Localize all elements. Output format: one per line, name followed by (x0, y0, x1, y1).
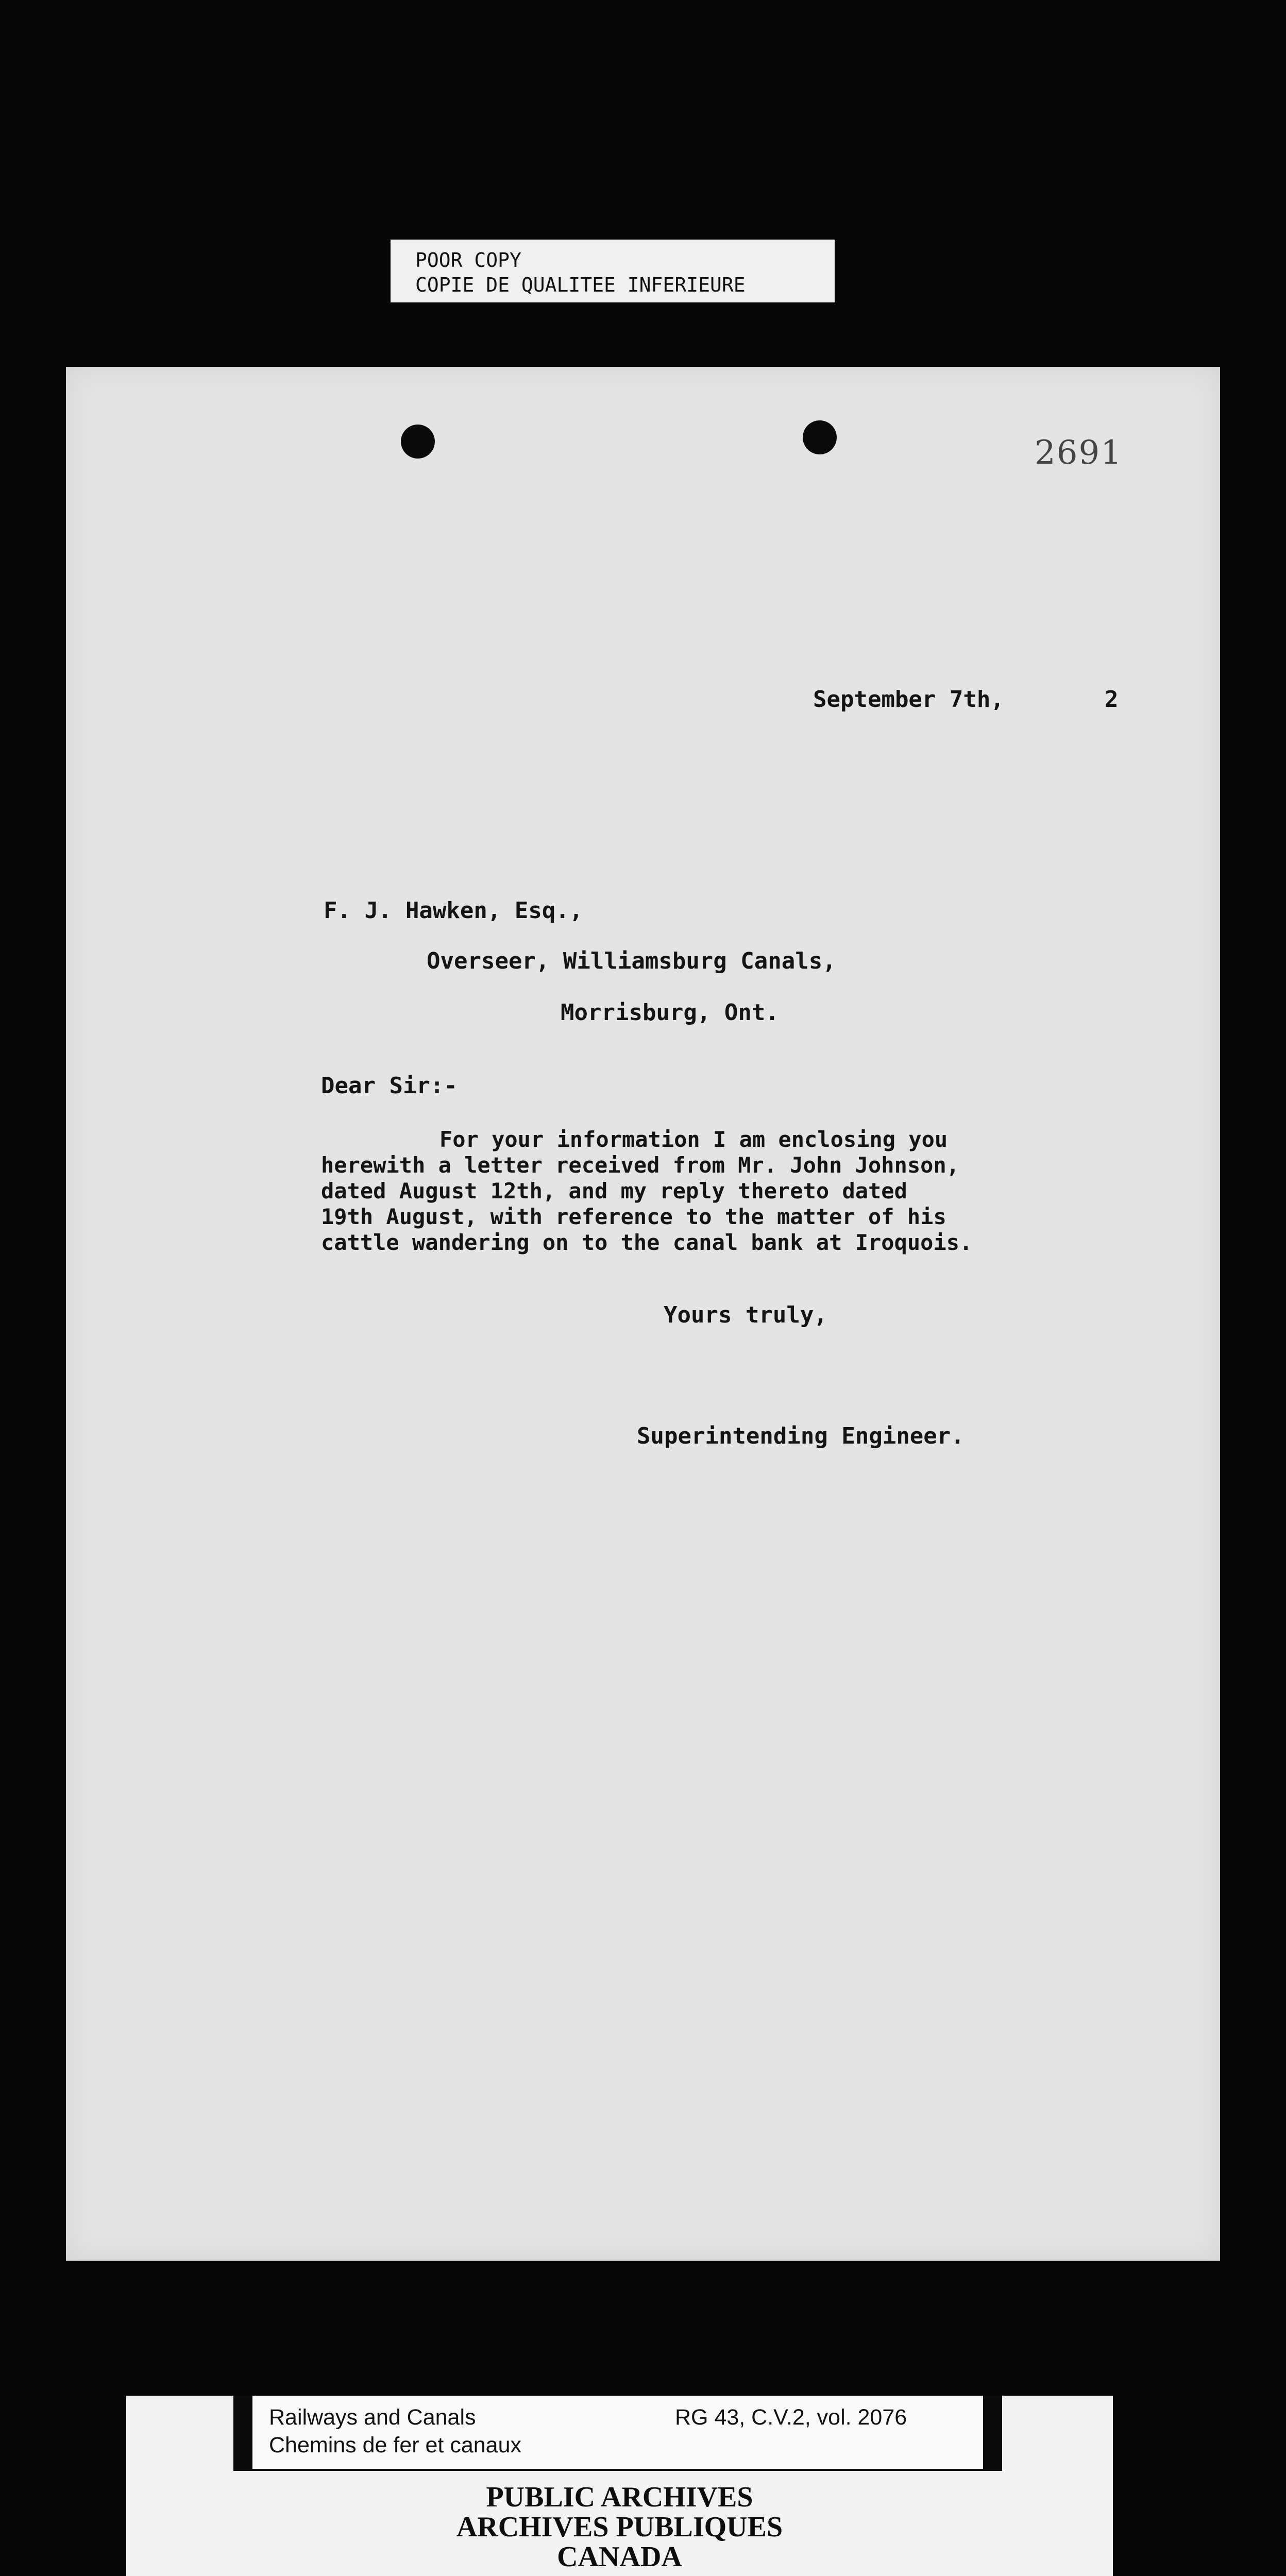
recipient-position: Overseer, Williamsburg Canals, (427, 948, 836, 974)
body-line: dated August 12th, and my reply thereto dated (321, 1178, 907, 1204)
record-reference: RG 43, C.V.2, vol. 2076 (675, 2405, 907, 2430)
footer-label (252, 2396, 983, 2469)
poor-copy-label-french: COPIE DE QUALITEE INFERIEURE (415, 274, 746, 296)
salutation: Dear Sir:- (321, 1073, 458, 1099)
series-french: Chemins de fer et canaux (269, 2433, 521, 2458)
punch-hole-icon (401, 425, 435, 459)
poor-copy-label: POOR COPY (415, 249, 521, 272)
recipient-location: Morrisburg, Ont. (561, 999, 779, 1026)
recipient-name: F. J. Hawken, Esq., (324, 897, 583, 924)
archive-footer (126, 2396, 1113, 2576)
letter-date: September 7th, (813, 686, 1004, 713)
archives-name (126, 2482, 1113, 2572)
letter-closing: Yours truly, (664, 1302, 827, 1328)
archives-french: ARCHIVES PUBLIQUES (456, 2511, 783, 2543)
series-english: Railways and Canals (269, 2405, 476, 2430)
archive-page-number: 2691 (1035, 434, 1123, 472)
body-line: For your information I am enclosing you (439, 1127, 948, 1152)
letter-page (66, 367, 1220, 2261)
body-line: 19th August, with reference to the matter of his (321, 1204, 946, 1229)
body-line: cattle wandering on to the canal bank at Iroquois. (321, 1230, 973, 1255)
archives-english: PUBLIC ARCHIVES (486, 2481, 753, 2513)
poor-copy-notice (391, 240, 835, 302)
punch-hole-icon (803, 420, 837, 454)
body-line: herewith a letter received from Mr. John Johnson, (321, 1153, 960, 1178)
archives-country: CANADA (557, 2541, 682, 2573)
signature-title: Superintending Engineer. (637, 1423, 964, 1449)
letter-page-number: 2 (1105, 686, 1119, 713)
